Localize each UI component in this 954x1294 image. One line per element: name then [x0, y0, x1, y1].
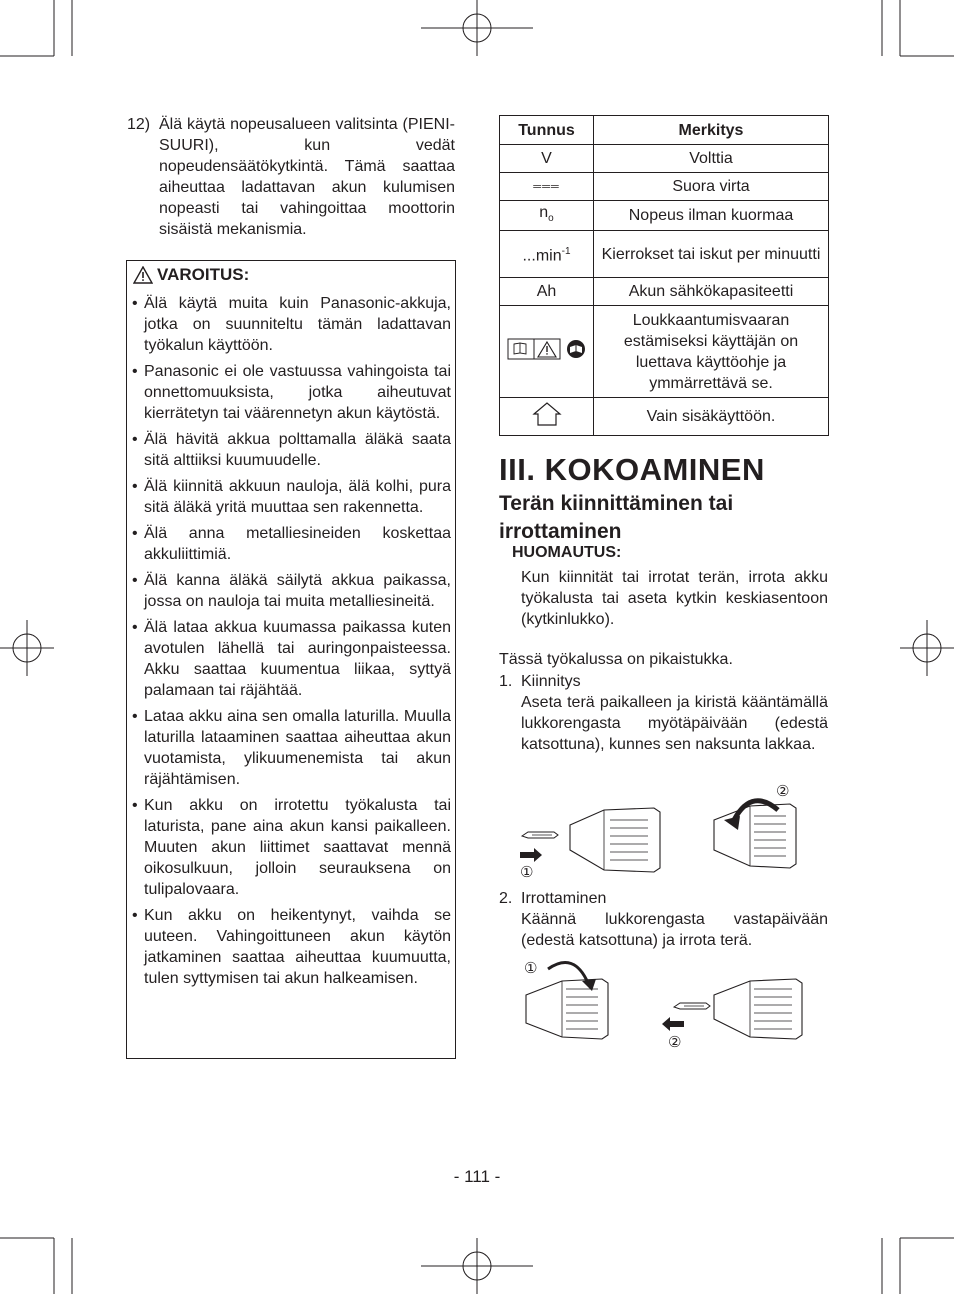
list-item: • Älä kiinnitä akkuun nauloja, älä kolhi, pura sitä äläkä yritä muuttaa sen rakennetta. — [132, 478, 451, 516]
table-row — [500, 173, 829, 201]
table-header: Tunnus — [500, 116, 594, 145]
step-title: Kiinnitys — [521, 673, 581, 690]
meaning-cell: Vain sisäkäyttöön. — [594, 398, 829, 436]
item-number: 12) — [127, 116, 151, 133]
item-text: Älä käytä nopeusalueen valitsinta (PIENI-SUURI), kun vedät nopeudensäätökytkintä. Tämä saattaa aiheuttaa ladattavan akun kulumisen nopeasti tai vahingoittaa moottorin sisäistä mekanismia. — [159, 116, 455, 238]
list-item: • Kun akku on irrotettu työkalusta tai laturista, pane aina akun kansi paikalleen. Muuten akun liittimet saattavat mennä oikosulkuun, jolloin seurauksena on tulipalovaara. — [132, 797, 451, 898]
list-item: • Lataa akku aina sen omalla laturilla. Muulla laturilla lataaminen saattaa aiheuttaa akun vuotamista, ylikuumenemista tai akun räjähtämisen. — [132, 708, 451, 788]
list-item: • Älä hävitä akkua polttamalla äläkä saata sitä alttiiksi kuumuudelle. — [132, 431, 451, 469]
label-two: ② — [776, 782, 790, 800]
book-icon — [508, 339, 534, 359]
table-row — [500, 278, 829, 306]
note-title: HUOMAUTUS: — [512, 544, 622, 561]
step-number: 2. — [499, 890, 513, 907]
label-one: ① — [520, 863, 534, 880]
list-item: • Älä lataa akkua kuumassa paikassa kuten avotulen lähellä tai auringonpaisteessa. Akku saattaa kuumentua liikaa, syttyä palamaan tai räjähtää. — [132, 619, 451, 699]
meaning-cell: Akun sähkökapasiteetti — [594, 278, 829, 306]
section-title: III. KOKOAMINEN — [499, 452, 765, 487]
drill-bit-icon — [674, 1003, 710, 1009]
chuck-icon — [714, 804, 796, 868]
list-item: • Älä anna metalliesineiden koskettaa akkuliittimiä. — [132, 525, 451, 563]
attach-figure — [514, 780, 804, 880]
step-text: Käännä lukkorengasta vastapäivään (edestä katsottuna) ja irrota terä. — [521, 911, 828, 949]
chuck-icon — [526, 979, 608, 1039]
meaning-cell: Suora virta — [594, 173, 829, 201]
table-row — [500, 145, 829, 173]
read-manual-icon — [567, 340, 585, 358]
page-number: - 111 - — [453, 1167, 501, 1186]
note-text: Kun kiinnität tai irrotat terän, irrota akku työkalusta tai aseta kytkin keskiasentoon (kytkinlukko). — [521, 569, 828, 628]
chuck-icon — [714, 979, 802, 1039]
symbol-cell — [500, 173, 594, 201]
list-item: • Älä kanna äläkä säilytä akkua paikassa, jossa on nauloja tai muita metalliesineitä. — [132, 572, 451, 610]
table-row — [500, 201, 829, 231]
step-remove — [499, 888, 828, 951]
step-text: Aseta terä paikalleen ja kiristä kääntämällä lukkorengasta myötäpäivään (edestä katsottuna), kunnes sen naksunta lakkaa. — [521, 694, 828, 753]
warning-triangle-icon — [534, 339, 560, 359]
symbol-cell: Ah — [500, 278, 594, 306]
warning-heading — [133, 265, 249, 285]
table-row — [500, 398, 829, 436]
chuck-icon — [570, 808, 660, 872]
drill-bit-icon — [522, 832, 558, 838]
meaning-cell: Kierrokset tai iskut per minuutti — [594, 231, 829, 278]
step-attach — [499, 671, 828, 755]
subsection-title: Terän kiinnittäminen tai irrottaminen — [499, 492, 734, 543]
list-item: • Älä käytä muita kuin Panasonic-akkuja, jotka on suunniteltu tämän ladattavan työkalun käyttöön. — [132, 295, 451, 354]
house-icon — [532, 401, 562, 427]
label-one: ① — [524, 959, 538, 977]
label-two: ② — [668, 1033, 682, 1050]
step-number: 1. — [499, 673, 513, 690]
arrow-left-icon — [662, 1017, 684, 1031]
remove-figure — [518, 955, 808, 1050]
list-item: • Panasonic ei ole vastuussa vahingoista tai onnettomuuksista, jotka aiheutuvat kierrätetyn tai väärennetyn akun käytöstä. — [132, 363, 451, 422]
step-title: Irrottaminen — [521, 890, 607, 907]
intro-text: Tässä työkalussa on pikaistukka. — [499, 651, 733, 668]
warning-title: VAROITUS: — [157, 265, 250, 284]
dc-symbol: ═══ — [533, 181, 560, 193]
symbol-table — [499, 115, 829, 436]
table-row — [500, 306, 829, 398]
table-header: Merkitys — [594, 116, 829, 145]
arrow-right-icon — [520, 848, 542, 862]
warning-box — [126, 260, 456, 1059]
symbol-cell: $n_o$ — [500, 201, 594, 231]
table-row — [500, 231, 829, 278]
meaning-cell: Nopeus ilman kuormaa — [594, 201, 829, 231]
symbol-cell — [500, 306, 594, 398]
meaning-cell: Loukkaantumisvaaran estämiseksi käyttäjän on luettava käyttöohje ja ymmärrettävä se. — [594, 306, 829, 398]
warning-triangle-icon — [133, 266, 153, 284]
manual-symbols — [506, 336, 588, 362]
warning-list — [131, 293, 451, 994]
meaning-cell: Volttia — [594, 145, 829, 173]
symbol-cell: $...\min^{-1}$ — [500, 231, 594, 278]
list-item: • Kun akku on heikentynyt, vaihda se uuteen. Vahingoittuneen akun käytön jatkaminen saattaa aiheuttaa kuumuutta, tulen syttymisen tai akun halkeamisen. — [132, 907, 451, 987]
instruction-item-12 — [127, 114, 455, 240]
symbol-cell: V — [500, 145, 594, 173]
symbol-cell — [500, 398, 594, 436]
table-header-row — [500, 116, 829, 145]
